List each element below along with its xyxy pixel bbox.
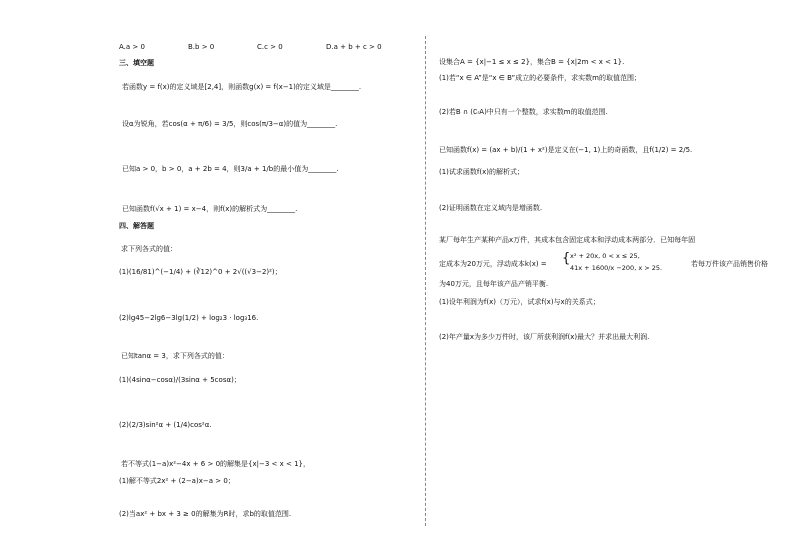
option-d: D.a + b + c > 0 [326, 43, 382, 51]
q3-part2: (2)当ax² + bx + 3 ≥ 0的解集为R时，求b的取值范围. [119, 510, 292, 518]
q6-part1: (1)设年利润为f(x)（万元），试求f(x)与x的关系式； [439, 298, 600, 306]
q6-line1: 某厂每年生产某种产品x万件，其成本包含固定成本和浮动成本两部分．已知每年固 [439, 236, 696, 244]
q2-part1: (1)(4sinα−cosα)/(3sinα + 5cosα)； [119, 376, 241, 384]
q1-part1: (1)(16/81)^(−1/4) + (∛12)^0 + 2√((√3−2)²)； [119, 268, 282, 276]
fill-question-4: 已知函数f(√x + 1) = x−4，则f(x)的解析式为________. [122, 205, 298, 213]
q6-part2: (2)年产量x为多少万件时，该厂所获利润f(x)最大？并求出最大利润. [439, 333, 650, 341]
q4-part1: (1)若“x ∈ A”是“x ∈ B”成立的必要条件，求实数m的取值范围； [439, 74, 641, 82]
q6-line3: 为40万元，且每年该产品产销平衡. [439, 280, 549, 288]
q6-case1: x² + 20x, 0 < x ≤ 25, [570, 252, 640, 260]
q6-case2: 41x + 1600/x −200, x > 25. [570, 264, 663, 272]
q2-intro: 已知tanα = 3，求下列各式的值： [121, 352, 229, 360]
fill-question-1: 若函数y = f(x)的定义域是[2,4]，则函数g(x) = f(x−1)的定义域是________. [122, 83, 362, 91]
section-title-solutions: 四、解答题 [119, 222, 154, 230]
fill-question-3: 已知a > 0，b > 0，a + 2b = 4，则3/a + 1/b的最小值为________. [122, 165, 339, 173]
column-divider [425, 36, 426, 526]
q4-part2: (2)若B ∩ (∁ᵣA)中只有一个整数，求实数m的取值范围. [439, 108, 608, 116]
q4-intro: 设集合A = {x|−1 ≤ x ≤ 2}，集合B = {x|2m < x < 1}. [439, 58, 625, 66]
q6-line2-start: 定成本为20万元，浮动成本k(x) = [439, 260, 547, 268]
piecewise-brace: { [562, 251, 571, 266]
q3-intro: 若不等式(1−a)x²−4x + 6 > 0的解集是{x|−3 < x < 1}， [121, 460, 310, 468]
q2-part2: (2)(2/3)sin²α + (1/4)cos²α. [119, 421, 212, 429]
section-title-fill-in: 三、填空题 [119, 59, 154, 67]
option-b: B.b > 0 [188, 43, 215, 51]
q1-intro: 求下列各式的值： [121, 245, 177, 253]
q5-intro: 已知函数f(x) = (ax + b)/(1 + x²)是定义在(−1, 1)上的奇函数，且f(1/2) = 2/5. [439, 146, 693, 154]
q5-part2: (2)证明函数在定义域内是增函数. [439, 204, 543, 212]
q6-line2-end: 若每万件该产品销售价格 [691, 260, 768, 268]
option-c: C.c > 0 [257, 43, 283, 51]
q5-part1: (1)试求函数f(x)的解析式； [439, 168, 524, 176]
q1-part2: (2)lg45−2lg6−3lg(1/2) + log₂3 · log₃16. [119, 314, 259, 322]
q3-part1: (1)解不等式2x² + (2−a)x−a > 0； [119, 477, 235, 485]
option-a: A.a > 0 [119, 43, 145, 51]
fill-question-2: 设α为锐角，若cos(α + π/6) = 3/5，则cos(π/3−α)的值为________. [122, 120, 338, 128]
